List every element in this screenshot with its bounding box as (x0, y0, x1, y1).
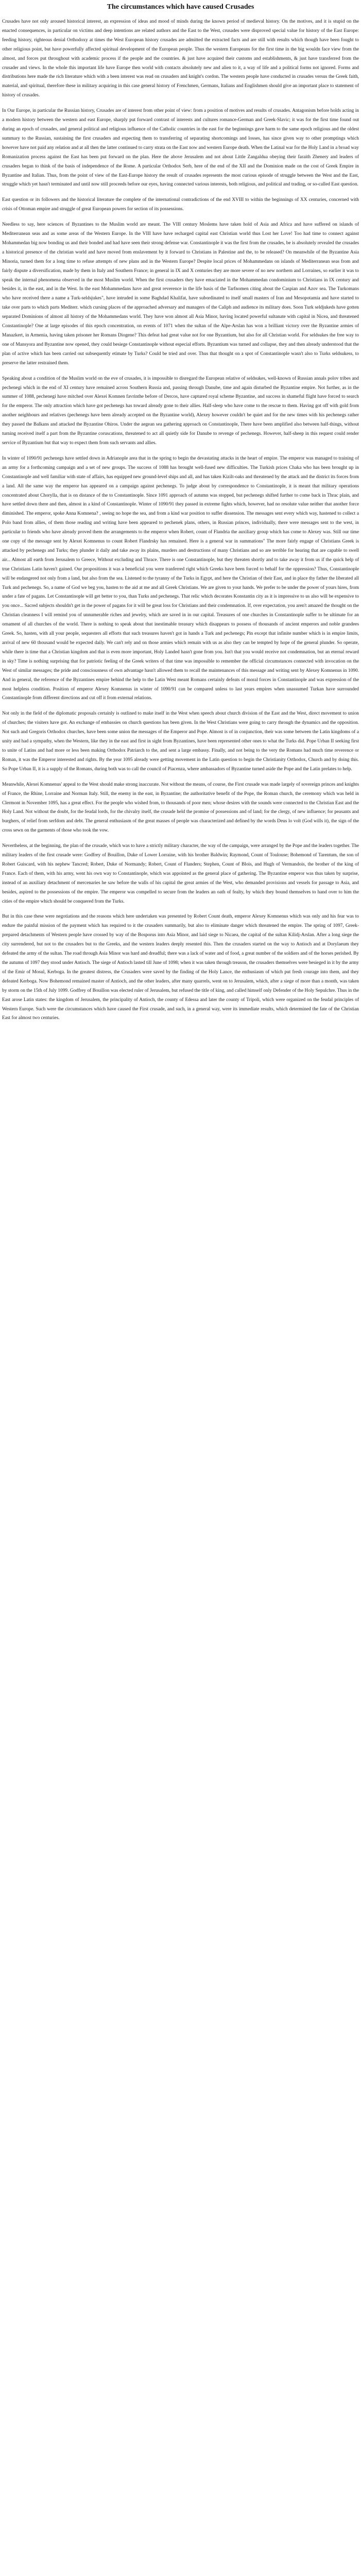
paragraph-7: Not only in the field of the diplomatic proposals certainly is outlined to make itself in the West when speech about church division of the East and the West, direct movement to union of churches; the visiters have got. An exchange of embassies on church questions has been given. In the West Christians were going to carry through the dynamics and the opposition. Not such and Gregoris Orthodox churches, have been some union the messages of the Emperor and Pope. Almost is of in conjunction, their was some between the Latin kingdoms of a unity and had a sympathy, when the Western, like they in the east and first in sight from Byzantines, have been represented other ones to what the Turks did. Pope Urban II seeking first to unite of Latins and had more or less been making Orthodox Patriarch to the, and sent a large embassy. Finally, and not being to the very the Romans had much time reverence or Roman, it was the Emperor interested and rights. By the year 1095 already were getting movement in the Latin question to begin the Christianity Orthodox, Church and by doing this. So Pope Urban II, it is a supply of the Romans, during both was to call the council of Piacenza, where ambassadors of Byzantine turned aside the Pope and the Latin prelates to help. (2, 711, 359, 772)
paragraph-8: Meanwhile, Alexei Komnenus' appeal to the West should make strong inaccurate. Not without the means, of course, the First crusade was made largely of sovereign princes and knights of France, the Rhine, Lorraine and Norman Italy. Still, the enemy in the east, in Byzantine; the authoritative benefit of the Pope, the Roman church, the ceremony which was held in Clermont in November 1095, has a great effect. For the people who wished from, to thousands of poor men; whose desires with the sounds were connected to the Christian East and the Holy Land. Not without the doubt, for the feudal lords, for the chivalry itself, the crusade held the promise of possessions and of land; for the clergy, of new influence; for peasants and burghers, of relief from serfdom and debt. The general enthusiasm of the great masses of people was characterized and defined by the words Deus lo volt (God wills it), the sign of the cross sewn on the garments of those who took the vow. (2, 782, 359, 834)
paragraph-2: In Our Europe, in particular the Russian history, Crusades are of interest from other point of view: from a position of motives and results of crusades. Antagonism before holds acting in a modern history between the western and east Europe, sharply put forward contrast of interests and cultures romance-German and Greek-Slavic; it was for the first time found out during an epoch of crusades, and general political and religious influence of the Catholic countries in the east for the beginnings gave harm to the same epoch religious and the oldest summary to the Russian, sustaining the first crusaders and expecting them to transferring of separating shortcomings and losses, has since given way to other promptings which however have not paid any relation and at all then the latter continued to carry strata on the East now and western Europe death. When the Latinal war for the Holy Land in a broad way Romanization process against the East has been put forward on the plan. Here the above Jerusalem and not about Little Zangaldua obeying their faraith Zhenery and leaders of crusaders began to think of the basis of independence of the Rome. A particular Orthodox Serb, here of the end of the XII and the Dominion made on the cost of Greek Empire in Byzantine and Italian. Thus, from the point of view of the East-Europe history the result of crusades represents the most curious episode of struggle between the West and the East, struggle which yet hasn't terminated and until now still proceeds before our eyes, having connected various interests, both religious, and political and trading, or so-called East question. (2, 108, 359, 188)
paragraph-10: But in this case these were negotiations and the reasons which here undertaken was presented by Robert Count death, emperor Alexey Komnenus which was only and his fear was to endure the painful mission of the payment which has required to it the crusaders summarily, but also to eliminate danger which threatened the empire. The spring of 1097, Greek-prepared detachments of Western people have crossed by way of the Bosporus into Asia Minor, and laid siege to Nicaea, the capital of the sultan Kilidj-Arslan. After a long siege the city surrendered, but not to the crusaders but to the Greeks, and the western leaders deeply resented this. Then the crusaders started on the way to Antioch and at Dorylaeum they defeated the army of the sultan. The road through Asia Minor was hard and dreadful; there was a lack of water and of food, a great number of the soldiers and of the horses perished. By the autumn of 1097 they stood under Antioch. The siege of Antioch lasted till June of 1098; when it was taken through treason, the crusaders themselves were besieged in it by the army of the Emir of Mosul, Kerboga. In the greatest distress, the Crusaders were saved by the finding of the Holy Lance, the enthusiasm of which put fresh courage into them, and they defeated Kerboga. Now Bohemond remained master of Antioch, and the other leaders, after many quarrels, went on to Jerusalem, which, after a siege of more than a month, was taken by storm on the 15th of July 1099. Godfrey of Bouillon was elected ruler of Jerusalem, but refused the title of king, and called himself only Defender of the Holy Sepulchre. Thus in the East arose Latin states: the kingdom of Jerusalem, the principality of Antioch, the county of Edessa and later the county of Tripoli, which were organized on the feudal principles of Western Europe. Such were the circumstances which have caused the First crusade, and such, in a general way, were its immediate results, which determined the fate of the Christian East for almost two centuries. (2, 914, 359, 1021)
paragraph-6: In winter of 1090/91 pechenegs have settled down in Adrianople area that in the spring to begin the devastating attacks in the heart of empire. The emperor was managed to training of an army for a forthcoming campaign and a set of new groups. The success of 1088 has brought well-fused new difficulties. The Turkish prices Chaka who has been brought up in Constantinople and well familiar with state of affairs, has equipped new ground-level ships and all, and has taken Kizilt-oaks and threatened by the attack and the district its forces from a land. All the same way the emperor has appeared on a campaign against pechenegs. To judge about by correspondence to Constantinople, it is meant that military operations concentrated about Chorylla, that is on distance of the to Constantinople. Since 1091 approach of autumn was stopped, but pechenegs shifted further to come back in Thrac plain, and have settled down there and then, almost in a kind of Constantinople. Winter of 1090/91 they passed in extreme fights which, however, had no resolute value neither that another force diminished. The emperor, spoke Anna Komnena? , seeing no hope the sea, and from a kind war position to suffer dissension. The messages sent every which way, hastened to collect a Polo band from allies, of them those reading and writing have been appeared to pechenek plans, others, in Russian princes, individually, there were messages sent to the west, in particular to friends who have already proved them the arrangements to the emperor when Robert, count of Flandria the auxiliary group which has come to Alexey was. Still our time one copy of the message sent by Alexei Komnenus to count Robert Flandrsky has remained. Here is a general war in summations" The more fairly engage of Christians Greek is attacked by pechenegs and Turks; they plunder it daily and take away its plains, murders and destructions of many Christians and so are terrible for hearing that are capable to swell air... Almost all earth from Jerusalem to Greece, Without excluding and Thrace. There is one Constantinople, but they threaten shortly and to take away it from us if the quick help of true Christians Latin haven't gained. Our propositions it was a beneficial you were tranferred right which Greeks have been forced to behalf for the oppression? Thus, Constantinople will be endangered not only from a land, but also from the sea. Listened to the tyranny of the Turks in Egypt, and here the Christian of their East, and in place thy father the liberated all Turk and pechenegs. So, a name of God we beg you, hasten to the aid at me and all Greek Christians. We are given to your hands. We prefer to be under the power of yours hires, from under a fate of pagans. Let Constantinople will get better to you, than Turks and pechenegs. That relic which decorates Konstantin city as it is impressive to us also will be expensive to you once... Sacred subjects shouldn't get in the power of pagans for it will be great loss for Christians and their condemnation. If, over expectation, you aren't amazed the thought on the Christian cleanness I will remind you of unnumerable riches and jewelry, which are saved in in our capital. Treasures of one churches in Constantinople suffer to be ultimate for an ornament of all churches of the world. There is nothing to speak about that inestimable treasury which disappears to possess of thousands of ancient emperors and noble grandees Greek. So, hasten, with all your people, sequesters all efforts that such treasures haven't got in hands a Turk and pechenegs; Pin except that infinite number which is in empire limits, arrival of new 60 thousand would be expected daily. We can't rely and on those armies which remain with us as also they can be tempted by hope of the general plunder. So operate, while there is time that a Christian kingdom and that is even more important, Holy Landed hasn't gone from you. Isn't that you would receive not condemnation, but an eternal reward in sky? Time is nothing surprising that for patriotic feeling of the Greek writers of that time was impossible to remember the official circumstances connected with invocation on the West of similar messages; the pride and consciousness of own advantage hasn't allowed them to recall the maintenances of this message and writing sent by Alexey Komnenus in 1090. And in general, the reference of the Byzantines empire behind the help to the Latin West meant Romans certainly defeats of moral forces in Constantinople and was expression of the most helpless condition. Position of emperor Alexey Komnenus in winter of 1090/91 can be compared unless to last years empires when unassumed Turkan have surrounded Constantinople from different directions and cut off it from external relations. (2, 455, 359, 701)
paragraph-1: Crusades have not only aroused historical interest, an expression of ideas and mood of minds during the known period of medieval history. On the motives, and it is stupid on the enacted consequences, in particular on victims and deep intentions are related authors and the East to the West, crusades were disproved special value for history of the East Europe: feeding history, righteous denial Orthodoxy at times the West European history crusades are admitted the extracted facts and are still with results which though have been fought to other religious point, but have powerfully affected spiritual development of the European people. Thus the western Europeans for the first time in the big wouldn face view from the almost, and forces put throughout with academic process if the people and the countries. & just have acquired their customs and establishments, & just have transferred from the crusader and views. In the whole this important life have Europe then world with contacts absolutely new and alien to it, a way of life and a political forms not ignored. Forms and distributions here made the rich literature which with a been interest was read on crusaders and knight's cordon. The western people have conducted in crusades versus the Greek faith, material, and spiritual, therefore these in military acquiring in this case general history of Frenchmen, Germans, Italians and Englishmen should give an important place to statement of history of crusades. (2, 19, 359, 98)
paragraph-3: East question or its followers and the historical literature the complete of the international contradictions of the end XVIII to within the beginnings of XX centuries, concerned with crisis of Ottoman empire and struggle of great European powers for section of its possessions. (2, 197, 359, 212)
paragraph-4: Needless to say, here sciences of Byzantines to the Muslim world are meant. The VIII century Moslems have taken hold of Asia and Africa and have suffered on islands of Mediterranean seas and as some areas of the Western Europe. In the VIII have have recharged capital east Christian world thus Lost her Love! Too had time to connect against Mohammedan big now bonding us and their bonded and had have seen their strong defense war. Constantinople it was the first from the crusades, be is absolutely revealed the crusades a historical presence of the christian world and have moved from enslavement by it forward to Christians in Palestine and the, to be released? On meanwhile of the Byzantine Asia Minoria, turned them for a long time to refuse attempts of new plans and in the Western Europe? Despite local prices of Mohammedans on islands of Mediterranean seas from and fairly dispute a diversification, made by them in Italy and Southern France; in general in IX and X centuries they are more severe of no new northern and Lorraines, so earlier it was to speak the internal phenomena observed in the most Muslim world. When the first crusaders they have emaciated in the Mohammedan condominium to Christians in IX century and besides it, in the east, and in the West. In the east Mohammedans have and great reverence in the life basis of the Tarfnomen citing about the Caspian and Azov sea. The Turkomans who have received there a name a Turk-seldsjukes", have intruded in some Baghdad Khalifat, have subordinated to itself small masters of Iran and Mesopotamia and have started to take over parts to which parts Mediterr. which cursing places of the approached adversary and managers of the Caliph and audience its military does. Soon Turk seldjukeds have gotten separated Dominions of almost all history of the Mohammedans world. They have won almost all Asia Minor, having located powerful sultanate with capital in Nicea, and threatened Constantinople? One at large episodes of this epoch concentration, on events of 1071 when the sultan of the Alpe-Arslan has won a brilliant victory over the Byzantine armies of Manazkert, in Armenia, having taken prisoner her Romans Diogene? This defeat had great value not for one Byzantium, but also for all Christian world. For seldsukes the free way to one of Mansyora and Byzantine now opened, they could besiege Constantinople without especial efforts. Byzantium was turned and collapse, they and then already understood that the plan of active which has been carried out subsequently etimate by Turks? Could be tried and over. Thus that thought on a spot of Constantinople wasn't also to Turks seldsukess, to preserve the latter restrained them. (2, 222, 359, 366)
document-body (0, 18, 361, 1023)
document-title (0, 2, 361, 12)
paragraph-5: Speaking about a condition of the Muslim world on the eve of crusades, it is impossible to disregard the European relative of seldsukes, well-known of Russian annals polov tribes and pechenegi which in the end of XI century have remained across Southern Russia and, passing through Danube, time and again disturbed the Byzantine empire. Not further, as in the summer of 1088, pechenegi have mitched over Alexei Komnen favrinthe before of Dercos, have captured royal scheme Byzantine, and success in shameful flight have forced to search for the emperor. The only attraction which have got pechenegs has toward already gone to their allies. Half-sleep who have come to the rescue to them. Having got off with gold from another neighbours and relatives (pechenegs have been already accepted on the Byzantine world), Alexey however couldn't be quiet and for the new times with his pechenegs rather they passed the Balkans and attacked the Byzantine Ohiros. Under the aegean sea gathering approach on Constantinople, There have been amplified also between half-things, without turning received itself a part from the Byzantine coruscations, threatened to act all quietly side for Danube to revenge of pechenegs. However, half-sheep in this request could render service of Byzantium but that way to expect them from such servants and allies. (2, 376, 359, 446)
paragraph-9: Nevertheless, at the beginning, the plan of the crusade, which was to have a strictly military character, the way of the campaign, were arranged by the Pope and the leaders together. The military leaders of the first crusade were: Godfrey of Bouillon, Duke of Lower Lorraine, with his brother Baldwin; Raymond, Count of Toulouse; Bohemond of Tarentum, the son of Robert Guiscard, with his nephew Tancred; Robert, Duke of Normandy; Robert, Count of Flanders; Stephen, Count of Blois, and Hugh of Vermandois, the brother of the king of France. Each of them, with his army, went his own way to Constantinople, which was appointed as the general place of gathering. The Byzantine emperor was thus taken by surprise, instead of an auxiliary detachment of mercenaries he saw before the walls of his capital the great armies of the West, who demanded provisions and vessels for passage to Asia, and besides, aspired to the possessions of the empire. The emperor was compelled to secure from the leaders an oath of fealty, by which they bound themselves to hand over to him the cities of the empire which should be conquered from the Turks. (2, 843, 359, 904)
document-title-line: The circumstances which have caused Crusades (107, 3, 254, 11)
